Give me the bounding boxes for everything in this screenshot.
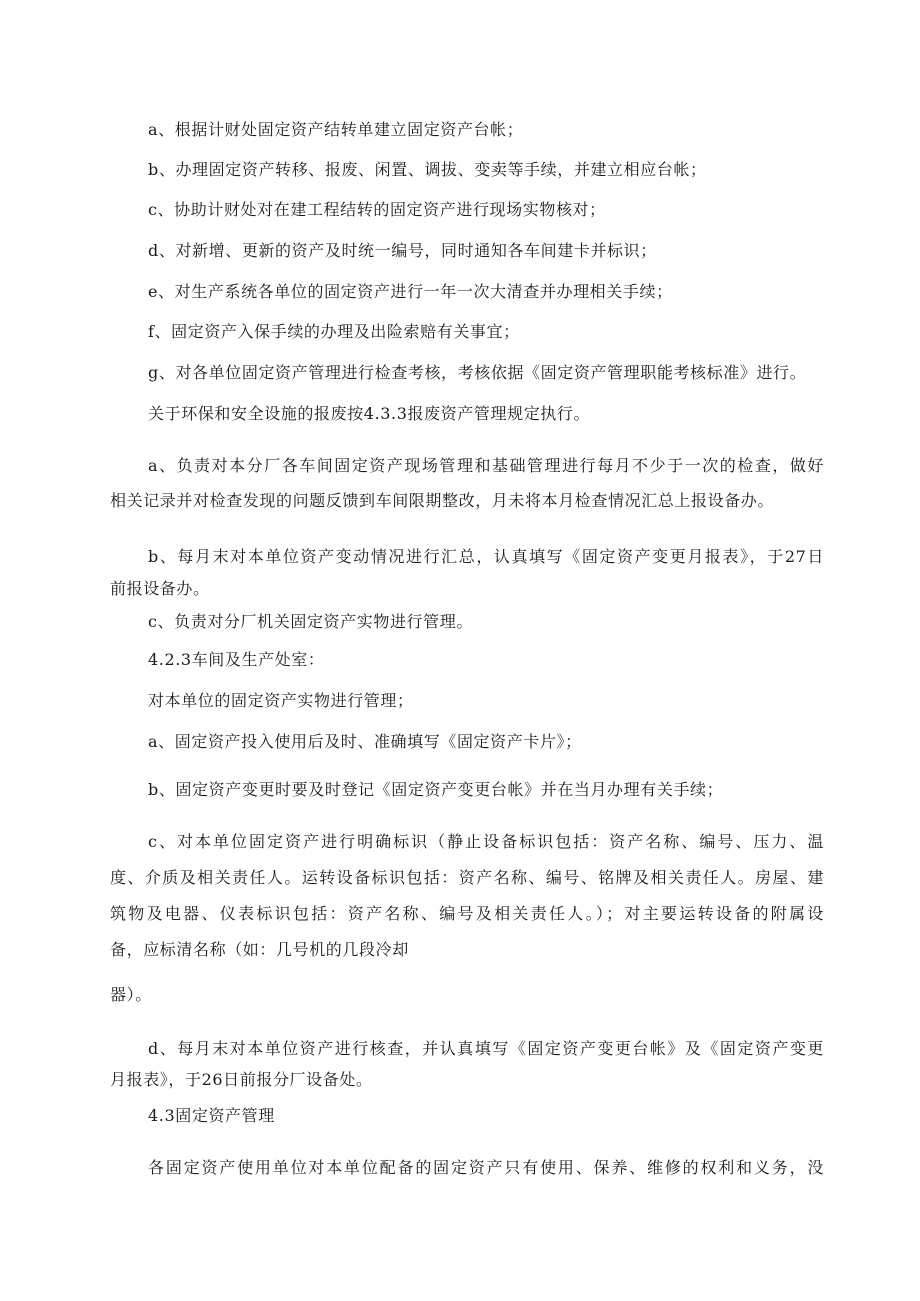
- env-safety-note: 关于环保和安全设施的报废按4.3.3报废资产管理规定执行。: [148, 404, 591, 423]
- item-c-verify: c、协助计财处对在建工程结转的固定资产进行现场实物核对；: [148, 200, 606, 219]
- item-f-insurance: f、固定资产入保手续的办理及出险索赔有关事宜；: [148, 322, 520, 341]
- section-4-2-3-heading: 4.2.3车间及生产处室：: [148, 650, 325, 669]
- workshop-item-c-line4: 备，应标清名称（如：几号机的几段冷却: [110, 940, 409, 959]
- workshop-item-d-line2: 月报表》，于26日前报分厂设备处。: [110, 1070, 373, 1089]
- branch-item-a-line2: 相关记录并对检查发现的问题反馈到车间限期整改，月未将本月检查情况汇总上报设备办。: [110, 491, 775, 510]
- workshop-intro: 对本单位的固定资产实物进行管理；: [148, 691, 414, 710]
- workshop-item-c-line3: 筑物及电器、仪表标识包括：资产名称、编号及相关责任人。）；对主要运转设备的附属设: [110, 904, 824, 923]
- item-b-transfer: b、办理固定资产转移、报废、闲置、调拔、变卖等手续，并建立相应台帐；: [148, 160, 707, 179]
- workshop-item-b: b、固定资产变更时要及时登记《固定资产变更台帐》并在当月办理有关手续；: [148, 780, 724, 799]
- branch-item-b-line2: 前报设备办。: [110, 579, 210, 598]
- branch-item-b-line1: b、每月末对本单位资产变动情况进行汇总，认真填写《固定资产变更月报表》，于27日: [148, 547, 824, 566]
- section-4-3-body: 各固定资产使用单位对本单位配备的固定资产只有使用、保养、维修的权利和义务，没: [148, 1158, 824, 1177]
- item-a-ledger: a、根据计财处固定资产结转单建立固定资产台帐；: [148, 120, 524, 139]
- workshop-item-d-line1: d、每月末对本单位资产进行核查，并认真填写《固定资产变更台帐》及《固定资产变更: [148, 1039, 824, 1058]
- workshop-item-c-line2: 度、介质及相关责任人。运转设备标识包括：资产名称、编号、铭牌及相关责任人。房屋、建: [110, 868, 824, 887]
- workshop-item-a: a、固定资产投入使用后及时、准确填写《固定资产卡片》；: [148, 732, 582, 751]
- workshop-item-c-line5: 器）。: [110, 985, 152, 1004]
- item-g-assessment: g、对各单位固定资产管理进行检查考核，考核依据《固定资产管理职能考核标准》进行。: [148, 363, 807, 382]
- branch-item-a-line1: a、负责对本分厂各车间固定资产现场管理和基础管理进行每月不少于一次的检查，做好: [148, 456, 824, 475]
- workshop-item-c-line1: c、对本单位固定资产进行明确标识（静止设备标识包括：资产名称、编号、压力、温: [148, 832, 824, 851]
- item-e-inventory: e、对生产系统各单位的固定资产进行一年一次大清查并办理相关手续；: [148, 282, 673, 301]
- branch-item-c: c、负责对分厂机关固定资产实物进行管理。: [148, 612, 473, 631]
- section-4-3-heading: 4.3固定资产管理: [148, 1106, 275, 1125]
- item-d-numbering: d、对新增、更新的资产及时统一编号，同时通知各车间建卡并标识；: [148, 241, 657, 260]
